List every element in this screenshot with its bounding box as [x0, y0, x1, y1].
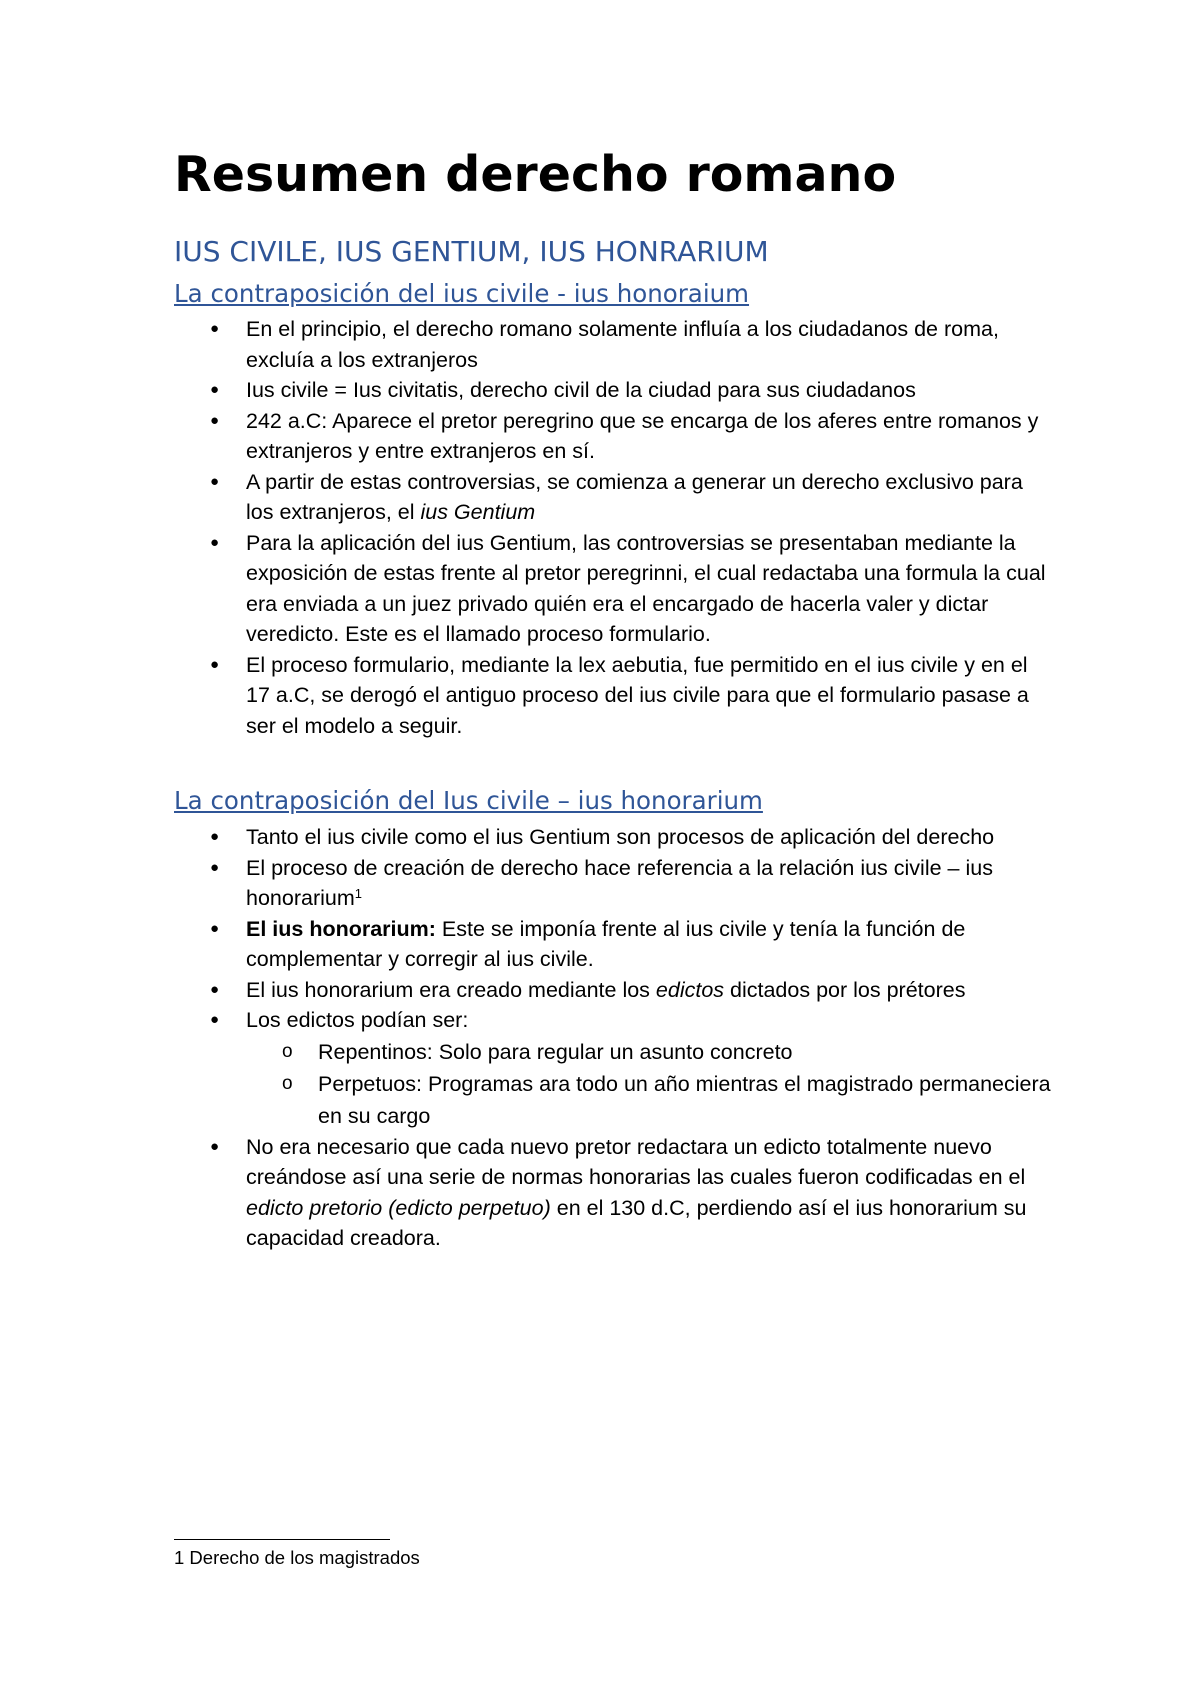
- list-item-text: Los edictos podían ser:: [246, 1008, 469, 1032]
- list-item-text: Este se imponía frente al ius civile y tenía la función de complementar y corregir al ius civile.: [246, 916, 966, 971]
- list-item: ● 242 a.C: Aparece el pretor peregrino que se encarga de los aferes entre romanos y extranjeros y entre extranjeros en sí.: [174, 406, 1054, 467]
- italic-term-ius-gentium: ius Gentium: [420, 500, 536, 524]
- footnote-separator: [174, 1539, 390, 1540]
- sub-list-item: o Perpetuos: Programas ara todo un año mientras el magistrado permaneciera en su cargo: [246, 1068, 1054, 1132]
- list-item: ● Tanto el ius civile como el ius Gentium son procesos de aplicación del derecho: [174, 822, 1054, 853]
- list-item: [174, 975, 1054, 1006]
- list-item: [174, 853, 1054, 914]
- italic-term-edicto-pretorio: edicto pretorio (edicto perpetuo): [246, 1195, 551, 1220]
- sub-list-item: o Repentinos: Solo para regular un asunto concreto: [246, 1036, 1054, 1068]
- list-item: ● En el principio, el derecho romano solamente influía a los ciudadanos de roma, excluía a los extranjeros: [174, 314, 1054, 375]
- bold-term-ius-honorarium: El ius honorarium:: [246, 916, 436, 941]
- document-title: Resumen derecho romano: [174, 146, 897, 203]
- list-item-text: No era necesario que cada nuevo pretor redactara un edicto totalmente nuevo creándose así una serie de normas honorarias las cuales fueron codificadas en el: [246, 1134, 1026, 1189]
- list-item-text: A partir de estas controversias, se comienza a generar un derecho exclusivo para los extranjeros, el: [246, 469, 1023, 524]
- bullet-list-section-2: [174, 822, 1054, 1254]
- subsection-heading-ius-civile-honorarium: La contraposición del Ius civile – ius honorarium: [174, 786, 763, 815]
- section-heading: IUS CIVILE, IUS GENTIUM, IUS HONRARIUM: [174, 235, 769, 268]
- list-item: ● El proceso formulario, mediante la lex aebutia, fue permitido en el ius civile y en el 17 a.C, se derogó el antiguo proceso del ius civile para que el formulario pasase a ser el modelo a seguir.: [174, 650, 1054, 742]
- sub-list-edictos: [246, 1036, 1054, 1132]
- list-item: [174, 1005, 1054, 1132]
- list-item: [174, 1132, 1054, 1254]
- list-item: ● Ius civile = Ius civitatis, derecho civil de la ciudad para sus ciudadanos: [174, 375, 1054, 406]
- list-item-text: en el 130 d.C, perdiendo así el ius honorarium su capacidad creadora.: [246, 1195, 1027, 1250]
- list-item: [174, 914, 1054, 975]
- bullet-list-section-1: [174, 314, 1054, 741]
- list-item: [174, 467, 1054, 528]
- footnote: 1 Derecho de los magistrados: [174, 1547, 420, 1568]
- list-item-text: El ius honorarium era creado mediante los: [246, 977, 656, 1002]
- list-item-text: El proceso de creación de derecho hace referencia a la relación ius civile – ius honorarium: [246, 855, 993, 910]
- footnote-reference[interactable]: 1: [354, 886, 362, 901]
- subsection-heading-ius-civile-honoraium: La contraposición del ius civile - ius honoraium: [174, 279, 750, 308]
- list-item-text: dictados por los prétores: [724, 977, 966, 1002]
- italic-term-edictos: edictos: [655, 977, 725, 1002]
- list-item: ● Para la aplicación del ius Gentium, las controversias se presentaban mediante la exposición de estas frente al pretor peregrinni, el cual redactaba una formula la cual era enviada a un juez privado quién era el encargado de hacerla valer y dictar veredicto. Este es el llamado proceso formulario.: [174, 528, 1054, 650]
